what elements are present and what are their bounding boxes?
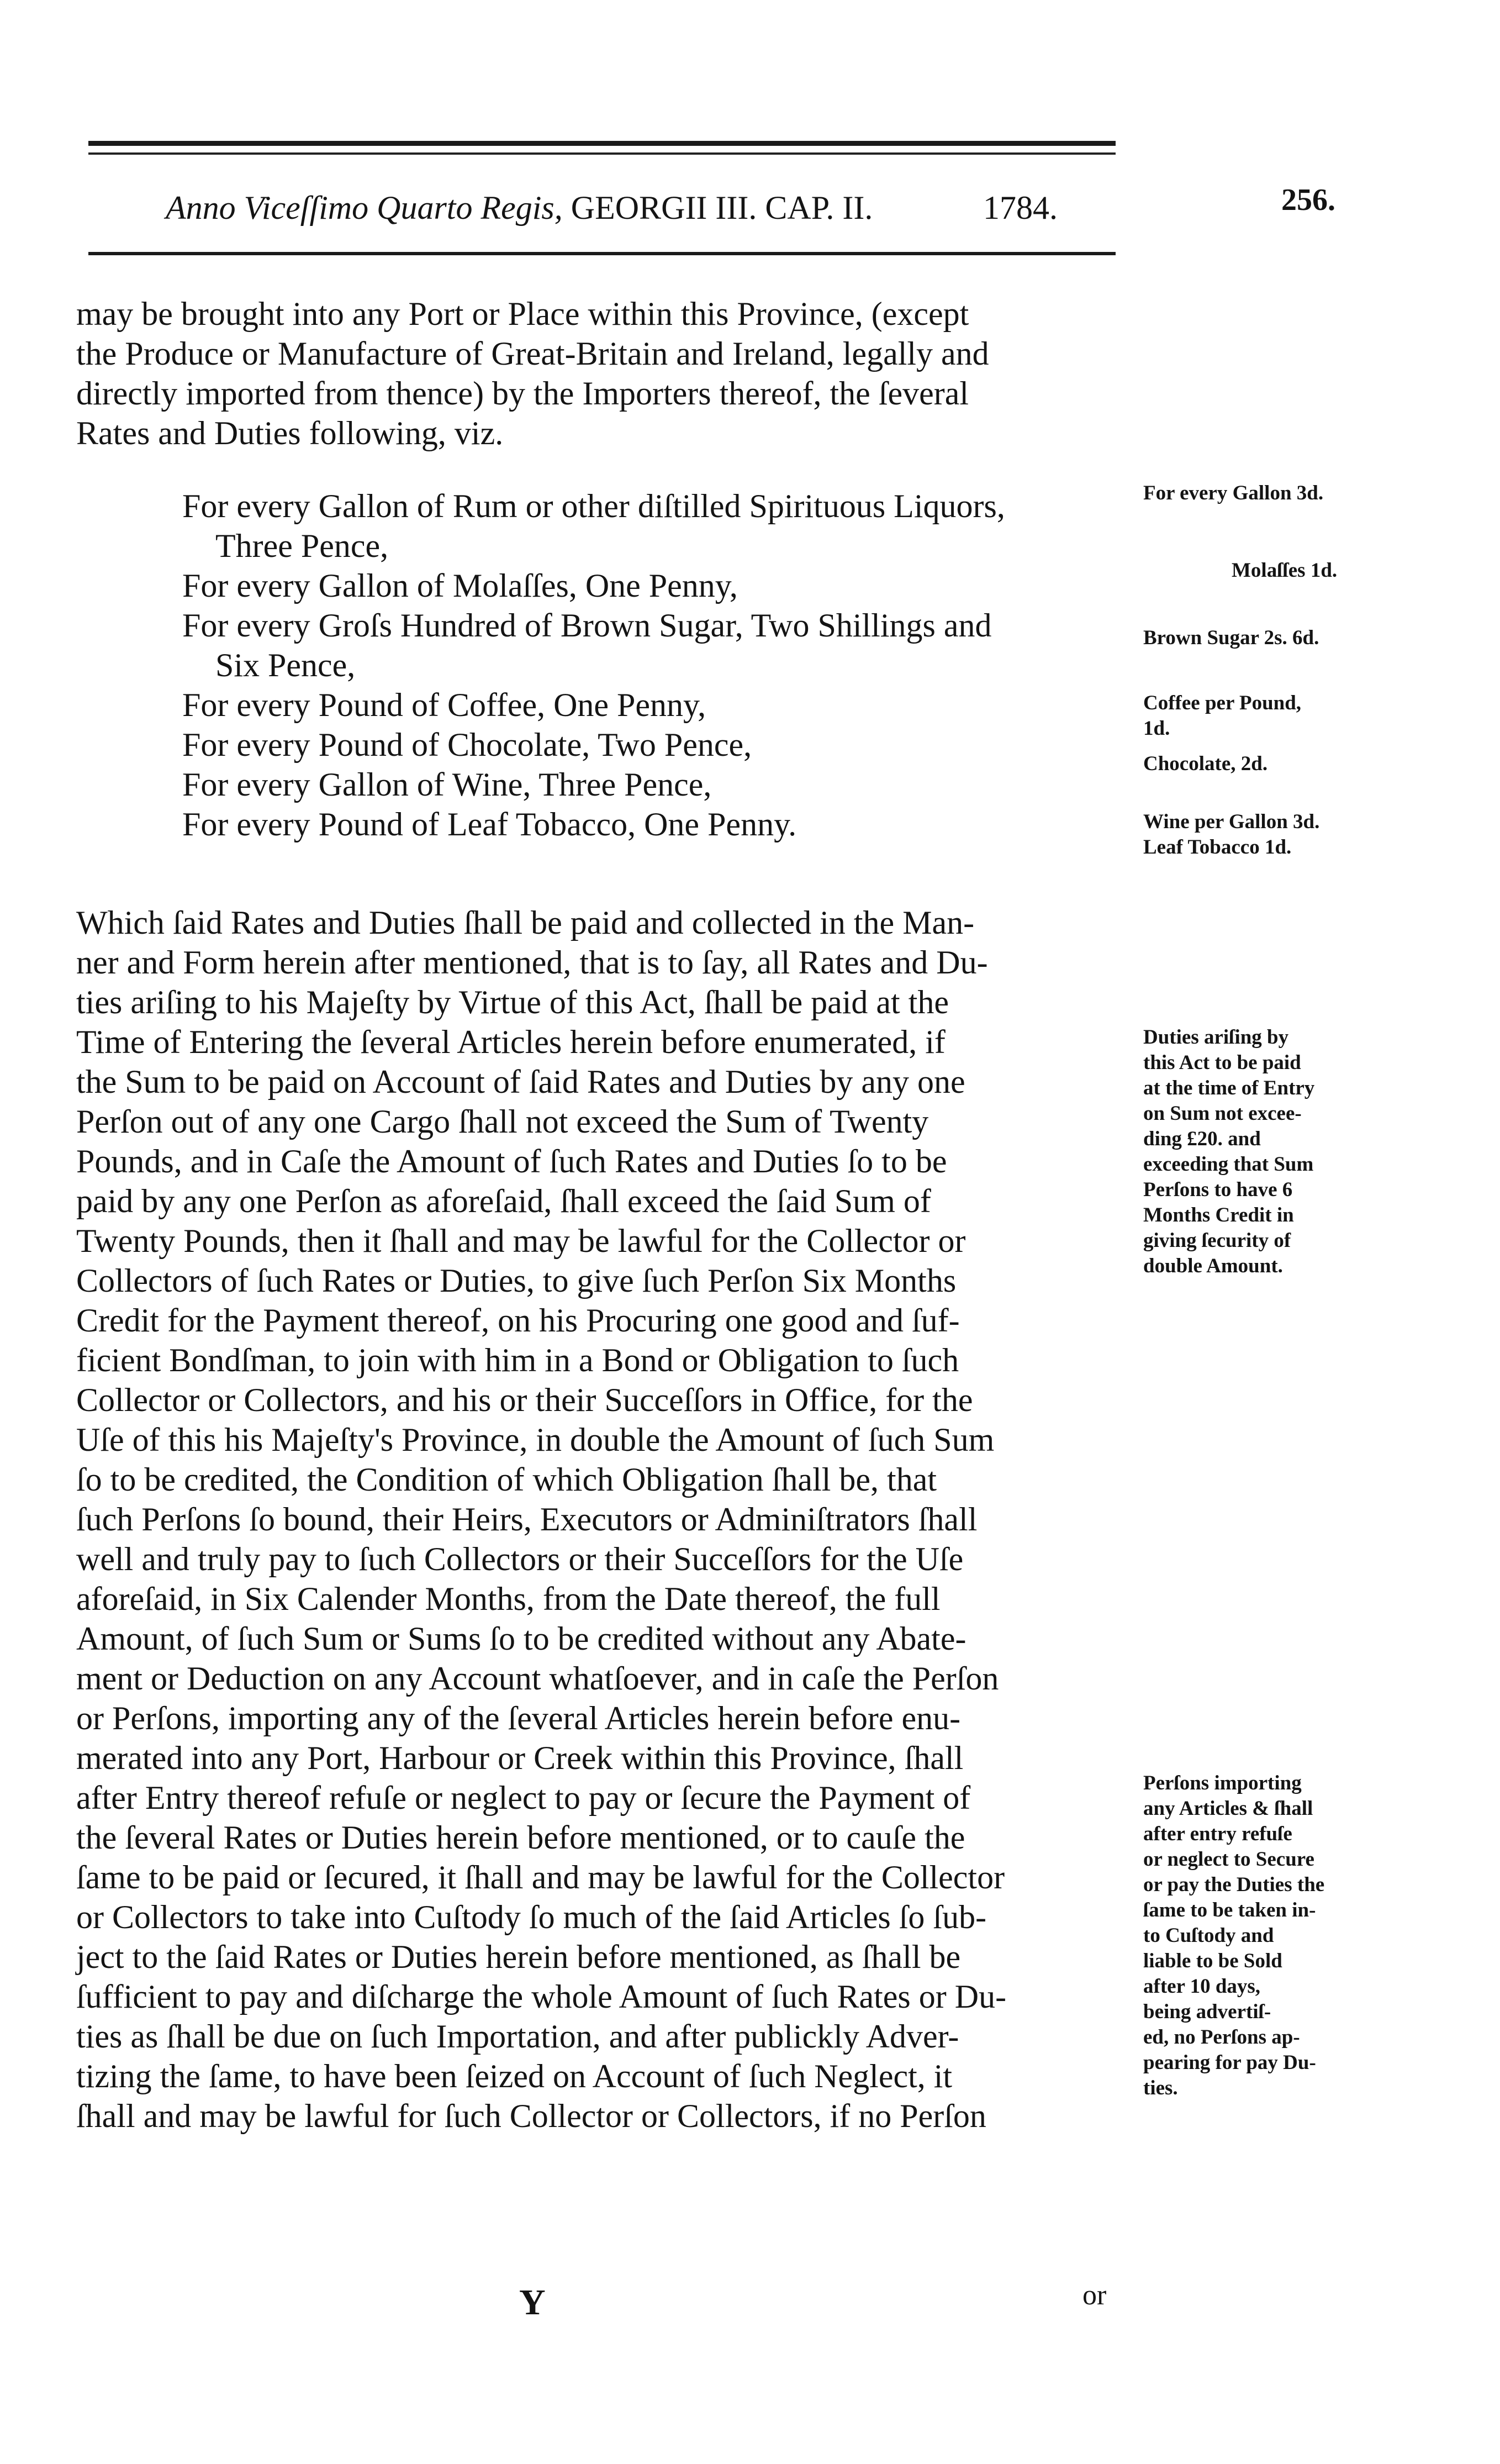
margin-note-line: giving ſecurity of — [1143, 1229, 1291, 1252]
signature-mark: Y — [519, 2282, 546, 2323]
paragraph-line: or Collectors to take into Cuſtody ſo much of the ſaid Articles ſo ſub- — [76, 1899, 987, 1935]
paragraph-line: ficient Bondſman, to join with him in a Bond or Obligation to ſuch — [76, 1342, 959, 1378]
margin-note-line: this Act to be paid — [1143, 1051, 1301, 1074]
margin-note-wine-tobacco — [1143, 809, 1453, 860]
rate-line-sugar-cont: Six Pence, — [215, 647, 356, 683]
paragraph-line: ſo to be credited, the Condition of which Obligation ſhall be, that — [76, 1461, 937, 1498]
paragraph-line: ties as ſhall be due on ſuch Importation, and after publickly Adver- — [76, 2018, 959, 2055]
margin-note-molasses — [1143, 558, 1500, 583]
paragraph-line: ſame to be paid or ſecured, it ſhall and may be lawful for the Collector — [76, 1859, 1005, 1896]
margin-note-line: For every Gallon 3d. — [1143, 482, 1324, 504]
margin-note-line: Brown Sugar 2s. 6d. — [1143, 626, 1319, 649]
margin-note-coffee — [1143, 691, 1453, 741]
margin-note-line: pearing for pay Du- — [1143, 2051, 1316, 2074]
margin-note-persons — [1143, 1771, 1453, 2101]
margin-note-line: ed, no Perſons ap- — [1143, 2026, 1300, 2049]
margin-note-line: double Amount. — [1143, 1255, 1283, 1277]
paragraph-line: after Entry thereof refuſe or neglect to pay or ſecure the Payment of — [76, 1779, 971, 1816]
running-head-year: 1784. — [983, 189, 1058, 226]
margin-note-sugar — [1143, 625, 1453, 651]
paragraph-line: aforeſaid, in Six Calender Months, from the Date thereof, the full — [76, 1581, 941, 1617]
margin-note-line: or pay the Duties the — [1143, 1873, 1325, 1896]
margin-note-line: Coffee per Pound, — [1143, 692, 1302, 714]
paragraph-line: Credit for the Payment thereof, on his Procuring one good and ſuf- — [76, 1302, 960, 1339]
main-paragraph — [76, 903, 1115, 2136]
intro-line: may be brought into any Port or Place within this Province, (except — [76, 296, 969, 332]
intro-line: the Produce or Manufacture of Great-Britain and Ireland, legally and — [76, 335, 989, 372]
margin-note-line: Months Credit in — [1143, 1204, 1294, 1226]
margin-note-line: on Sum not excee- — [1143, 1102, 1302, 1125]
rate-line-chocolate: For every Pound of Chocolate, Two Pence, — [182, 726, 752, 763]
paragraph-line: Twenty Pounds, then it ſhall and may be lawful for the Collector or — [76, 1223, 966, 1259]
top-rule-thin — [88, 152, 1116, 155]
rate-line-rum-cont: Three Pence, — [215, 528, 389, 564]
paragraph-line: Collector or Collectors, and his or their Succeſſors in Office, for the — [76, 1382, 973, 1418]
running-head-subtitle: GEORGII III. CAP. II. — [571, 189, 873, 226]
paragraph-line: ſuch Perſons ſo bound, their Heirs, Executors or Adminiſtrators ſhall — [76, 1501, 978, 1538]
paragraph-line: Which ſaid Rates and Duties ſhall be paid and collected in the Man- — [76, 904, 975, 941]
margin-note-line: Duties ariſing by — [1143, 1026, 1289, 1049]
rates-list — [182, 486, 1132, 844]
margin-note-line: after entry refuſe — [1143, 1823, 1292, 1845]
paragraph-line: merated into any Port, Harbour or Creek within this Province, ſhall — [76, 1740, 964, 1776]
paragraph-line: or Perſons, importing any of the ſeveral Articles herein before enu- — [76, 1700, 961, 1736]
margin-note-line: ding £20. and — [1143, 1128, 1261, 1150]
margin-note-line: ties. — [1143, 2077, 1178, 2099]
running-head — [166, 186, 1127, 230]
margin-note-chocolate — [1143, 751, 1453, 777]
margin-note-line: being advertiſ- — [1143, 2000, 1271, 2023]
paragraph-line: ject to the ſaid Rates or Duties herein before mentioned, as ſhall be — [76, 1939, 961, 1975]
paragraph-line: ſhall and may be lawful for ſuch Collector or Collectors, if no Perſon — [76, 2098, 986, 2134]
paragraph-line: ner and Form herein after mentioned, that is to ſay, all Rates and Du- — [76, 944, 988, 981]
paragraph-line: ſufficient to pay and diſcharge the whole Amount of ſuch Rates or Du- — [76, 1978, 1007, 2015]
margin-note-line: Leaf Tobacco 1d. — [1143, 836, 1292, 859]
paragraph-line: well and truly pay to ſuch Collectors or their Succeſſors for the Uſe — [76, 1541, 964, 1577]
paragraph-line: paid by any one Perſon as aforeſaid, ſhall exceed the ſaid Sum of — [76, 1183, 931, 1219]
paragraph-line: Collectors of ſuch Rates or Duties, to give ſuch Perſon Six Months — [76, 1262, 957, 1299]
margin-note-line: after 10 days, — [1143, 1975, 1261, 1998]
header-rule — [88, 252, 1116, 255]
intro-line: Rates and Duties following, viz. — [76, 415, 504, 451]
intro-paragraph — [76, 294, 1115, 453]
margin-note-line: Perſons to have 6 — [1143, 1178, 1293, 1201]
paragraph-line: Uſe of this his Majeſty's Province, in double the Amount of ſuch Sum — [76, 1421, 995, 1458]
catchword: or — [1082, 2279, 1107, 2311]
margin-note-line: exceeding that Sum — [1143, 1153, 1314, 1176]
rate-line-coffee: For every Pound of Coffee, One Penny, — [182, 687, 706, 723]
margin-note-line: liable to be Sold — [1143, 1950, 1282, 1972]
page-number: 256. — [1281, 183, 1335, 217]
paragraph-line: the Sum to be paid on Account of ſaid Rates and Duties by any one — [76, 1063, 965, 1100]
running-head-title: Anno Viceſſimo Quarto Regis, — [166, 189, 563, 226]
margin-note-line: Molaſſes 1d. — [1232, 559, 1338, 582]
margin-note-line: ſame to be taken in- — [1143, 1899, 1316, 1921]
margin-note-line: at the time of Entry — [1143, 1077, 1315, 1099]
margin-note-line: Chocolate, 2d. — [1143, 752, 1268, 775]
intro-line: directly imported from thence) by the Importers thereof, the ſeveral — [76, 375, 969, 412]
paragraph-line: Amount, of ſuch Sum or Sums ſo to be credited without any Abate- — [76, 1620, 966, 1657]
top-rule — [88, 141, 1116, 146]
margin-note-line: to Cuſtody and — [1143, 1924, 1274, 1947]
rate-line-wine: For every Gallon of Wine, Three Pence, — [182, 766, 712, 803]
paragraph-line: ties ariſing to his Majeſty by Virtue of this Act, ſhall be paid at the — [76, 984, 949, 1020]
rate-line-sugar: For every Groſs Hundred of Brown Sugar, Two Shillings and — [182, 607, 992, 644]
paragraph-line: Time of Entering the ſeveral Articles herein before enumerated, if — [76, 1024, 946, 1060]
rate-line-tobacco: For every Pound of Leaf Tobacco, One Penny. — [182, 806, 797, 843]
margin-note-line: Wine per Gallon 3d. — [1143, 810, 1320, 833]
margin-note-line: any Articles & ſhall — [1143, 1797, 1313, 1820]
paragraph-line: ment or Deduction on any Account whatſoever, and in caſe the Perſon — [76, 1660, 999, 1697]
margin-note-line: Perſons importing — [1143, 1772, 1302, 1794]
margin-note-rum — [1143, 481, 1453, 506]
margin-note-duties — [1143, 1025, 1453, 1279]
paragraph-line: tizing the ſame, to have been ſeized on Account of ſuch Neglect, it — [76, 2058, 953, 2094]
paragraph-line: Pounds, and in Caſe the Amount of ſuch Rates and Duties ſo to be — [76, 1143, 947, 1180]
rate-line-rum: For every Gallon of Rum or other diſtilled Spirituous Liquors, — [182, 488, 1005, 524]
margin-note-line: 1d. — [1143, 717, 1170, 740]
paragraph-line: the ſeveral Rates or Duties herein before mentioned, or to cauſe the — [76, 1819, 965, 1856]
paragraph-line: Perſon out of any one Cargo ſhall not exceed the Sum of Twenty — [76, 1103, 929, 1140]
rate-line-molasses: For every Gallon of Molaſſes, One Penny, — [182, 567, 738, 604]
margin-note-line: or neglect to Secure — [1143, 1848, 1314, 1871]
